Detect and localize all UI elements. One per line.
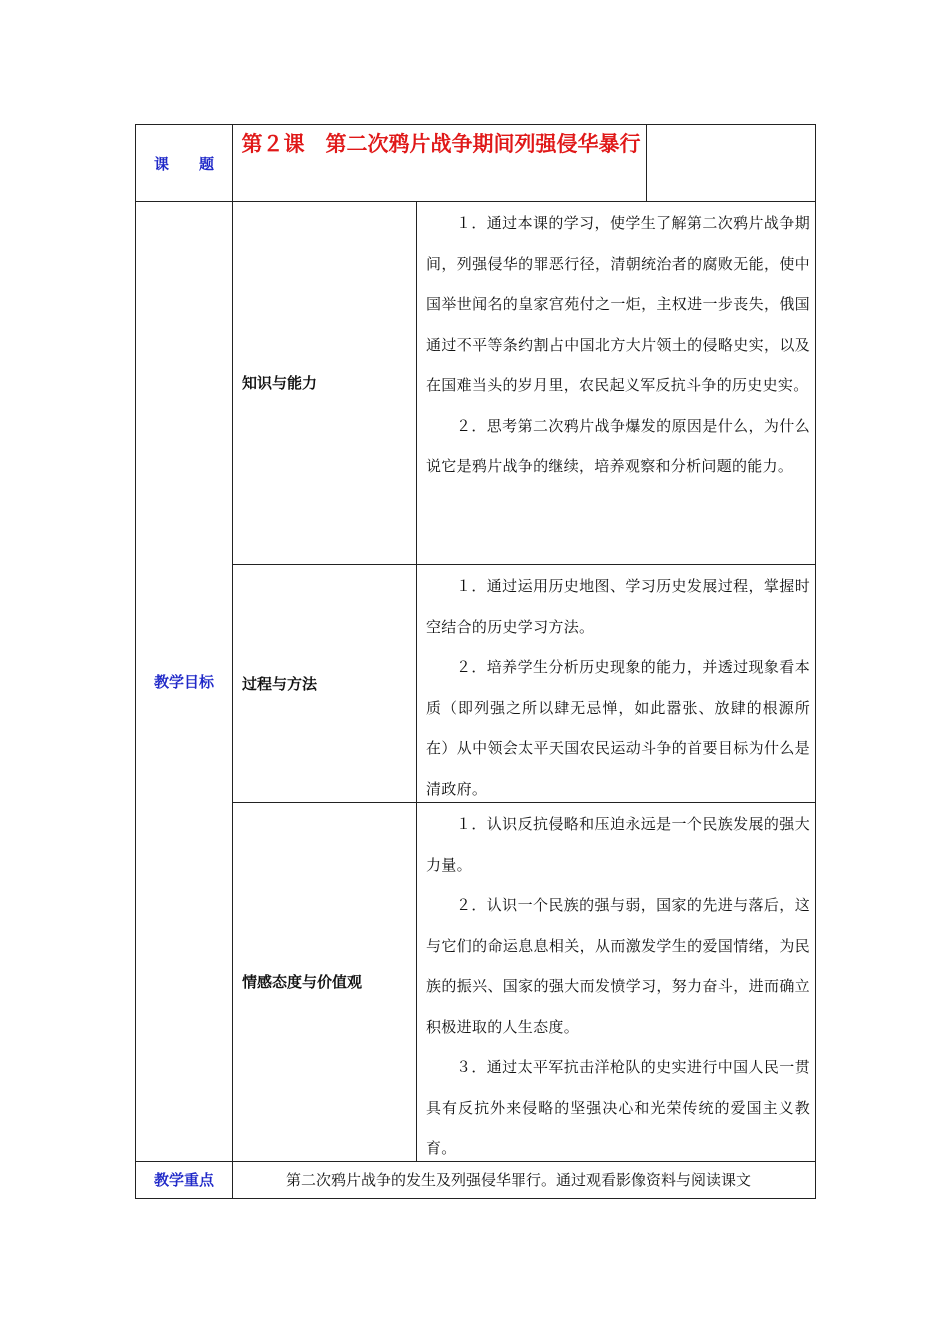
key-points-label: 教学重点 [153,1171,214,1189]
column-divider [232,125,233,1198]
section-label-process: 过程与方法 [242,674,318,693]
lesson-plan-table [135,124,816,1199]
section-content-knowledge [426,203,810,563]
paragraph: １．通过本课的学习，使学生了解第二次鸦片战争期间，列强侵华的罪恶行径，清朝统治者的腐败无能，使中国举世闻名的皇家宫苑付之一炬，主权进一步丧失，俄国通过不平等条约割占中国北方大片领土的侵略史实，以及在国难当头的岁月里，农民起义军反抗斗争的历史史实。 [426,214,810,394]
row-divider [136,201,815,202]
paragraph: ２．认识一个民族的强与弱，国家的先进与落后，这与它们的命运息息相关，从而激发学生的爱国情绪，为民族的振兴、国家的强大而发愤学习，努力奋斗，进而确立积极进取的人生态度。 [426,896,810,1036]
key-points-text: 第二次鸦片战争的发生及列强侵华罪行。通过观看影像资料与阅读课文 [286,1171,752,1189]
section-label-knowledge: 知识与能力 [242,374,318,392]
lesson-title: 第２课 第二次鸦片战争期间列强侵华暴行 [241,132,641,156]
paragraph: ３．通过太平军抗击洋枪队的史实进行中国人民一贯具有反抗外来侵略的坚强决心和光荣传统的爱国主义教育。 [426,1058,810,1157]
section-content-values [426,804,810,1160]
teaching-goals-label: 教学目标 [153,672,214,691]
column-divider [646,125,647,201]
subject-label: 课 题 [153,154,214,173]
paragraph: ２．培养学生分析历史现象的能力，并透过现象看本质（即列强之所以肆无忌惮，如此嚣张、放肆的根源所在）从中领会太平天国农民运动斗争的首要目标为什么是清政府。 [426,658,810,798]
paragraph: １．通过运用历史地图、学习历史发展过程，掌握时空结合的历史学习方法。 [426,577,810,636]
column-divider [416,201,417,1161]
section-content-process [426,566,810,801]
paragraph: ２．思考第二次鸦片战争爆发的原因是什么，为什么说它是鸦片战争的继续，培养观察和分析问题的能力。 [426,416,810,475]
section-label-values: 情感态度与价值观 [242,973,363,991]
paragraph: １．认识反抗侵略和压迫永远是一个民族发展的强大力量。 [426,815,810,874]
